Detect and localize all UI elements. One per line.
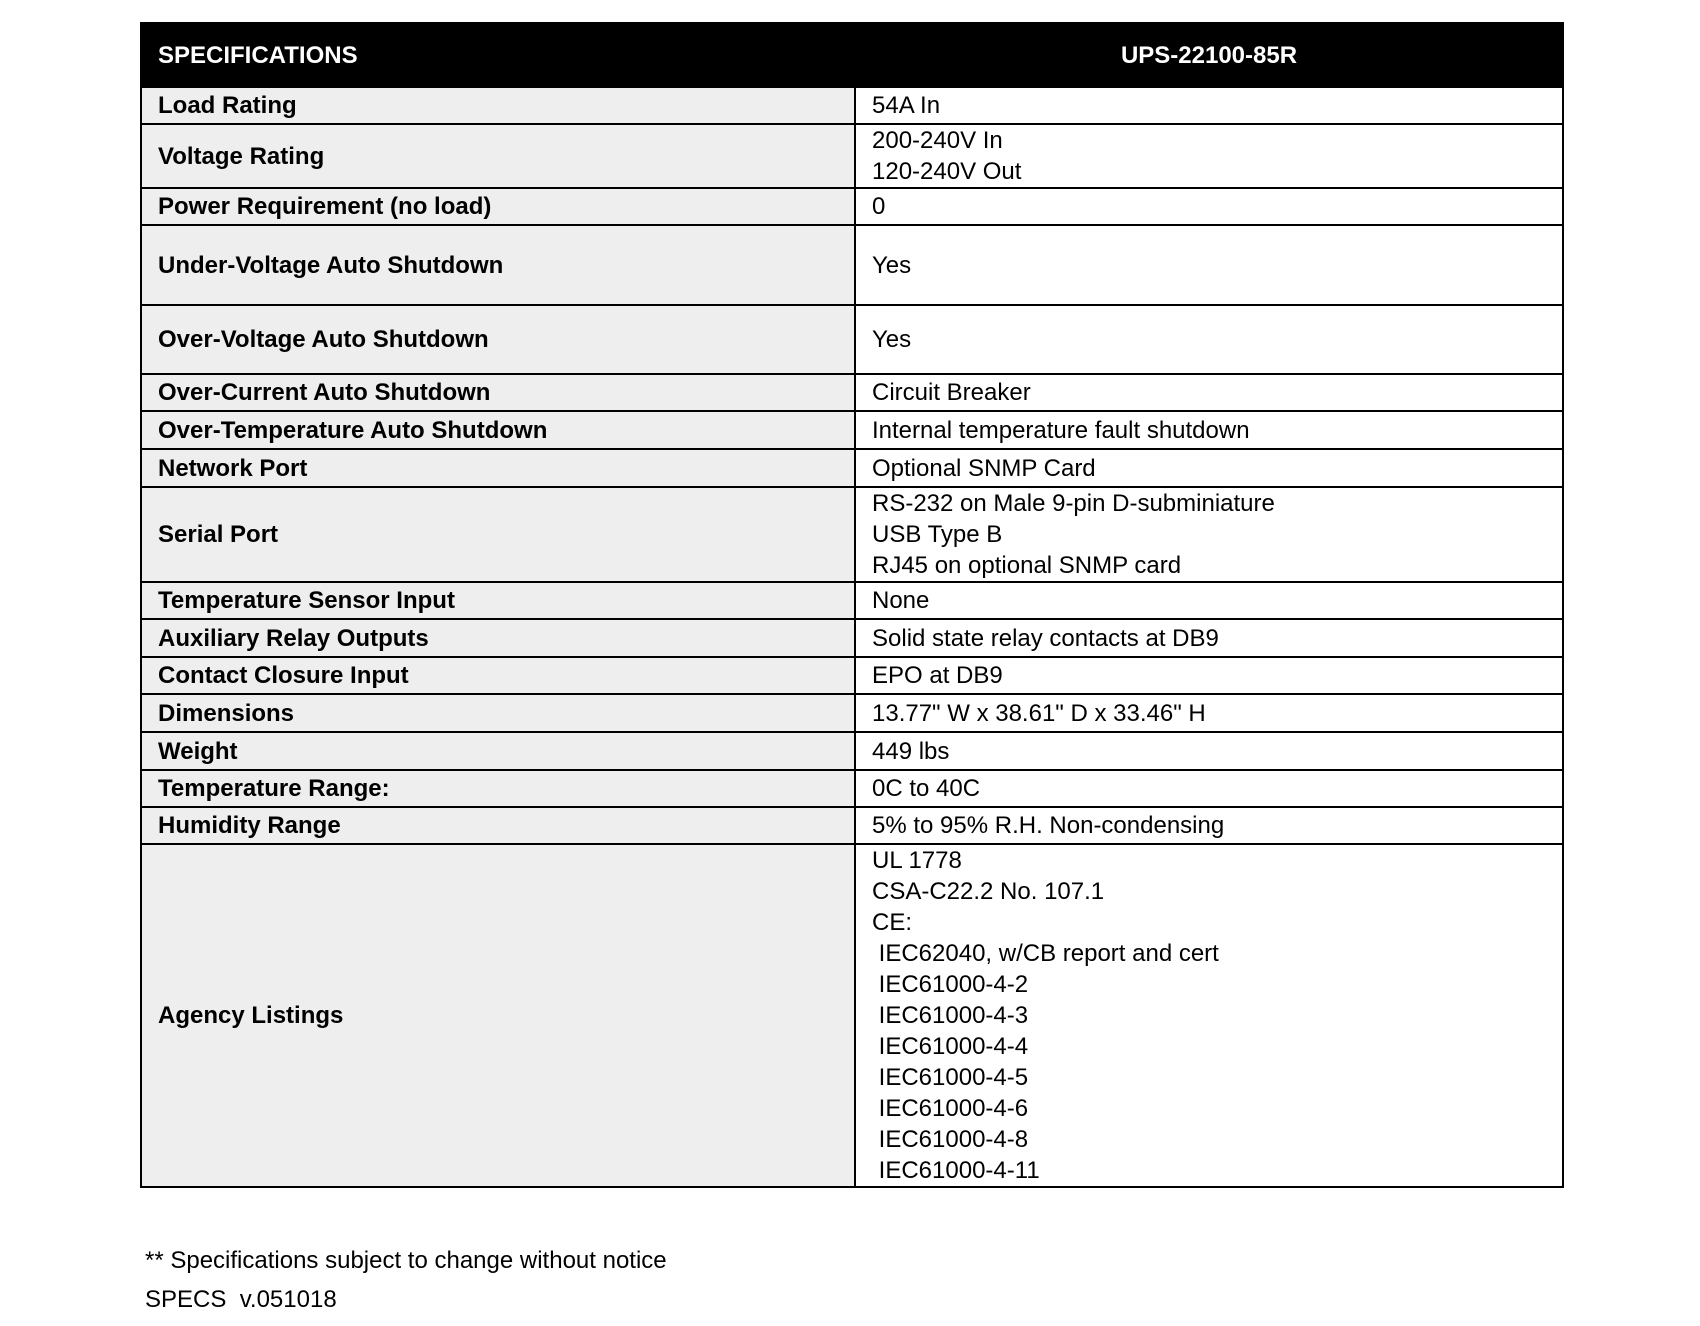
table-row	[141, 807, 1563, 844]
spec-label: Under-Voltage Auto Shutdown	[141, 225, 855, 305]
spec-value-line: 120-240V Out	[872, 158, 1022, 185]
spec-label: Agency Listings	[141, 844, 855, 1187]
spec-label: Serial Port	[141, 487, 855, 582]
spec-value-line: IEC61000-4-4	[872, 1033, 1029, 1060]
spec-value-line: UL 1778	[872, 847, 962, 874]
spec-label: Auxiliary Relay Outputs	[141, 619, 855, 657]
spec-value	[855, 449, 1563, 487]
spec-value-line: None	[872, 587, 930, 614]
spec-value-line: IEC62040, w/CB report and cert	[872, 940, 1219, 967]
spec-label: Temperature Sensor Input	[141, 582, 855, 619]
spec-value	[855, 411, 1563, 449]
table-body	[141, 87, 1563, 1187]
spec-value-line: IEC61000-4-6	[872, 1095, 1029, 1122]
spec-value-line: RS-232 on Male 9-pin D-subminiature	[872, 490, 1275, 517]
spec-value	[855, 844, 1563, 1187]
spec-value	[855, 124, 1563, 188]
spec-label: Network Port	[141, 449, 855, 487]
spec-value-line: Internal temperature fault shutdown	[872, 416, 1250, 444]
table-row	[141, 770, 1563, 807]
table-row	[141, 87, 1563, 124]
spec-value-line: IEC61000-4-5	[872, 1064, 1029, 1091]
table-header	[141, 23, 1563, 87]
spec-label: Humidity Range	[141, 807, 855, 844]
spec-label: Dimensions	[141, 694, 855, 732]
spec-value-line: USB Type B	[872, 521, 1003, 548]
table-row	[141, 225, 1563, 305]
spec-value	[855, 807, 1563, 844]
table-row	[141, 124, 1563, 188]
spec-value-line: IEC61000-4-3	[872, 1002, 1029, 1029]
table-row	[141, 732, 1563, 770]
spec-value-line: CE:	[872, 909, 913, 936]
spec-value	[855, 374, 1563, 411]
spec-value-line: Solid state relay contacts at DB9	[872, 624, 1219, 652]
spec-value	[855, 87, 1563, 124]
table-row	[141, 411, 1563, 449]
spec-label: Voltage Rating	[141, 124, 855, 188]
specifications-table	[140, 22, 1564, 1188]
spec-value	[855, 694, 1563, 732]
spec-label: Over-Temperature Auto Shutdown	[141, 411, 855, 449]
spec-value-line: 449 lbs	[872, 737, 950, 765]
spec-value	[855, 770, 1563, 807]
spec-value-line: Circuit Breaker	[872, 379, 1031, 406]
spec-value-line: IEC61000-4-11	[872, 1157, 1040, 1184]
spec-value-line: 54A In	[872, 92, 941, 119]
header-row	[141, 23, 1563, 87]
spec-value-line: CSA-C22.2 No. 107.1	[872, 878, 1105, 905]
spec-value-line: EPO at DB9	[872, 662, 1003, 689]
spec-value	[855, 657, 1563, 694]
spec-label: Power Requirement (no load)	[141, 188, 855, 225]
spec-value	[855, 487, 1563, 582]
spec-value-line: IEC61000-4-8	[872, 1126, 1029, 1153]
spec-value-line: IEC61000-4-2	[872, 971, 1029, 998]
table-row	[141, 694, 1563, 732]
spec-value-line: 0	[872, 193, 886, 220]
table-row	[141, 582, 1563, 619]
spec-value-line: 13.77" W x 38.61" D x 33.46" H	[872, 699, 1206, 727]
spec-label: Over-Current Auto Shutdown	[141, 374, 855, 411]
spec-value	[855, 225, 1563, 305]
spec-value-line: Yes	[872, 326, 912, 353]
spec-label: Contact Closure Input	[141, 657, 855, 694]
model-heading: UPS-22100-85R	[855, 23, 1563, 87]
spec-label: Over-Voltage Auto Shutdown	[141, 305, 855, 374]
table-row	[141, 487, 1563, 582]
spec-value-line: Yes	[872, 251, 912, 279]
spec-value	[855, 305, 1563, 374]
spec-value-line: 5% to 95% R.H. Non-condensing	[872, 812, 1225, 839]
table-row	[141, 619, 1563, 657]
spec-label: Weight	[141, 732, 855, 770]
version-label: SPECS v.051018	[145, 1286, 337, 1313]
spec-value-line: 200-240V In	[872, 127, 1003, 154]
table-row	[141, 449, 1563, 487]
footnote: ** Specifications subject to change without notice	[145, 1247, 667, 1274]
spec-value	[855, 188, 1563, 225]
table-row	[141, 188, 1563, 225]
table-row	[141, 657, 1563, 694]
spec-value-line: Optional SNMP Card	[872, 454, 1096, 482]
spec-label: Temperature Range:	[141, 770, 855, 807]
spec-value-line: 0C to 40C	[872, 775, 981, 802]
table-row	[141, 305, 1563, 374]
spec-value	[855, 619, 1563, 657]
table-row	[141, 844, 1563, 1187]
spec-label: Load Rating	[141, 87, 855, 124]
spec-value	[855, 582, 1563, 619]
specifications-heading: SPECIFICATIONS	[141, 23, 855, 87]
spec-value-line: RJ45 on optional SNMP card	[872, 552, 1182, 579]
spec-value	[855, 732, 1563, 770]
table-row	[141, 374, 1563, 411]
